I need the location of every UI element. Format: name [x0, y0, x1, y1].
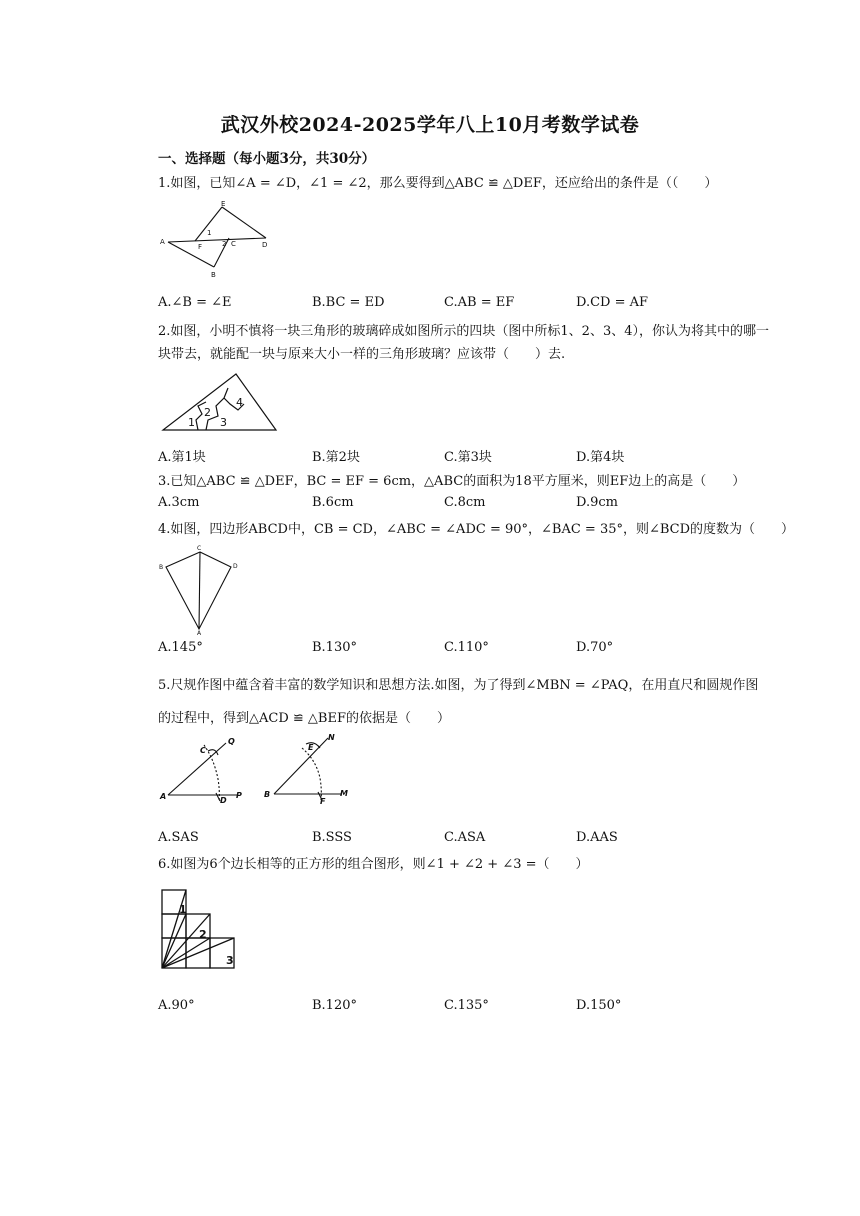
q5-left-label-d: D	[220, 796, 227, 805]
question-1-stem: 1.如图，已知∠A = ∠D，∠1 = ∠2，那么要得到△ABC ≌ △DEF，还应给出的条件是（（ ）	[158, 176, 718, 191]
question-2-stem-line2: 块带去，就能配一块与原来大小一样的三角形玻璃？应该带（ ）去.	[158, 347, 566, 362]
q5-right-label-f: F	[320, 797, 326, 806]
q2-label-3: 3	[220, 416, 227, 429]
question-5-stem-line1: 5.尺规作图中蕴含着丰富的数学知识和思想方法.如图，为了得到∠MBN = ∠PAQ，在用直尺和圆规作图	[158, 678, 759, 693]
question-2-stem-line1: 2.如图，小明不慎将一块三角形的玻璃碎成如图所示的四块（图中所标1、2、3、4），你认为将其中的哪一	[158, 324, 769, 339]
q1-label-f: F	[198, 243, 203, 251]
question-2-figure	[158, 370, 280, 436]
q1-option-d[interactable]: D.CD = AF	[576, 295, 649, 310]
q4-label-a: A	[197, 630, 202, 635]
q2-label-1: 1	[188, 416, 195, 429]
question-6-figure	[158, 884, 242, 976]
q6-label-2: 2	[199, 928, 207, 941]
q1-option-b[interactable]: B.BC = ED	[312, 295, 385, 310]
q4-option-c[interactable]: C.110°	[444, 640, 489, 655]
q4-label-b: B	[159, 564, 164, 571]
question-6-stem: 6.如图为6个边长相等的正方形的组合图形，则∠1 + ∠2 + ∠3 =（ ）	[158, 857, 589, 872]
q3-option-a[interactable]: A.3cm	[158, 495, 200, 510]
q5-option-c[interactable]: C.ASA	[444, 830, 486, 845]
question-4-stem: 4.如图，四边形ABCD中，CB = CD，∠ABC = ∠ADC = 90°，∠BAC = 35°，则∠BCD的度数为（ ）	[158, 522, 795, 537]
q1-label-a: A	[160, 238, 165, 246]
q4-option-a[interactable]: A.145°	[158, 640, 203, 655]
q6-label-1: 1	[179, 903, 187, 916]
question-3-stem: 3.已知△ABC ≌ △DEF，BC = EF = 6cm，△ABC的面积为18平方厘米，则EF边上的高是（ ）	[158, 474, 746, 489]
q1-option-a[interactable]: A.∠B = ∠E	[158, 295, 232, 310]
q5-left-label-c: C	[200, 746, 206, 755]
section-heading: 一、选择题（每小题3分，共30分）	[158, 151, 376, 167]
question-4-figure	[155, 543, 245, 635]
q5-option-b[interactable]: B.SSS	[312, 830, 352, 845]
q1-label-e: E	[221, 200, 226, 208]
q5-left-label-a: A	[160, 792, 167, 801]
q2-option-a[interactable]: A.第1块	[158, 450, 206, 465]
q4-label-d: D	[233, 563, 238, 570]
q1-label-c: C	[231, 240, 236, 248]
q4-option-d[interactable]: D.70°	[576, 640, 614, 655]
q1-label-2: 2	[222, 240, 227, 248]
q2-option-d[interactable]: D.第4块	[576, 450, 625, 465]
page-title: 武汉外校2024-2025学年八上10月考数学试卷	[220, 114, 640, 136]
q6-option-b[interactable]: B.120°	[312, 998, 357, 1013]
q4-option-b[interactable]: B.130°	[312, 640, 357, 655]
question-5-stem-line2: 的过程中，得到△ACD ≌ △BEF的依据是（ ）	[158, 711, 450, 726]
q2-label-2: 2	[204, 406, 211, 419]
q1-label-b: B	[211, 271, 216, 279]
q6-option-a[interactable]: A.90°	[158, 998, 195, 1013]
q1-label-d: D	[262, 241, 268, 249]
q3-option-c[interactable]: C.8cm	[444, 495, 486, 510]
q5-right-label-n: N	[328, 733, 335, 742]
q5-left-label-p: P	[236, 791, 242, 800]
question-5-figure-right	[262, 730, 357, 808]
q2-option-c[interactable]: C.第3块	[444, 450, 492, 465]
q6-option-d[interactable]: D.150°	[576, 998, 622, 1013]
q5-right-label-m: M	[340, 789, 348, 798]
q2-option-b[interactable]: B.第2块	[312, 450, 360, 465]
q1-option-c[interactable]: C.AB = EF	[444, 295, 515, 310]
q1-label-1: 1	[207, 229, 212, 237]
q5-left-label-q: Q	[228, 737, 235, 746]
q3-option-d[interactable]: D.9cm	[576, 495, 618, 510]
q5-option-d[interactable]: D.AAS	[576, 830, 618, 845]
question-5-figure-left	[158, 735, 250, 807]
question-1-figure	[158, 198, 283, 280]
q5-right-label-e: E	[308, 743, 314, 752]
q5-option-a[interactable]: A.SAS	[158, 830, 199, 845]
q5-right-label-b: B	[264, 790, 271, 799]
q3-option-b[interactable]: B.6cm	[312, 495, 354, 510]
q6-label-3: 3	[226, 954, 234, 967]
q4-label-c: C	[197, 545, 202, 552]
q2-label-4: 4	[236, 396, 243, 409]
q6-option-c[interactable]: C.135°	[444, 998, 489, 1013]
